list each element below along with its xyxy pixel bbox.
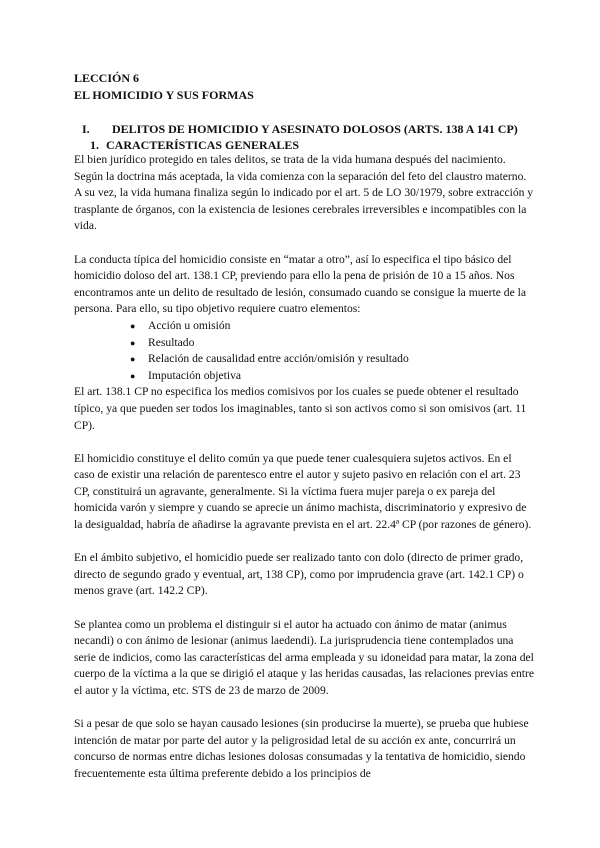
paragraph-concurrence: Si a pesar de que solo se hayan causado lesiones (sin producirse la muerte), se prueba que hubiese intención de matar por parte del autor y la peligrosidad letal de su acción ex ante, concurrirá un concurso de normas entre dichas lesiones dolosas consumadas y la tentativa de homicidio, siendo frecuentemente esta última preferente debido a los principios de [74,717,529,780]
body-text [74,152,534,799]
paragraph-means: El art. 138.1 CP no especifica los medios comisivos por los cuales se puede obtener el resultado típico, ya que pueden ser todos los imaginables, tanto si son activos como si son omisivos (art. 11 CP). [74,385,527,432]
subsection-title: CARACTERÍSTICAS GENERALES [106,138,300,152]
paragraph-subjective: En el ámbito subjetivo, el homicidio puede ser realizado tanto con dolo (directo de primer grado, directo de segundo grado y eventual, art, 138 CP), como por imprudencia grave (art. 142.1 CP) o menos grave (art. 142.2 CP). [74,551,524,598]
lesson-number: LECCIÓN 6 [74,71,140,85]
lesson-heading [74,70,254,104]
paragraph-animus: Se plantea como un problema el distinguir si el autor ha actuado con ánimo de matar (animus necandi) o con ánimo de lesionar (animus laedendi). La jurisprudencia tiene contemplados una serie de indicios, como las características del arma empleada y su idoneidad para matar, la zona del cuerpo de la víctima a la que se dirigió el ataque y las heridas causadas, las relaciones previas entre el autor y la víctima, etc. STS de 23 de marzo de 2009. [74,617,535,697]
subsection-heading [90,137,299,153]
section-title: DELITOS DE HOMICIDIO Y ASESINATO DOLOSOS (ARTS. 138 A 141 CP) [112,122,518,136]
subsection-numeral: 1. [90,138,99,152]
paragraph-legal-good: El bien jurídico protegido en tales delitos, se trata de la vida humana después del nacimiento. Según la doctrina más aceptada, la vida comienza con la separación del feto del claustro materno. A su vez, la vida humana finaliza según lo indicado por el art. 5 de LO 30/1979, sobre extracción y trasplante de órganos, con la existencia de lesiones cerebrales irreversibles e incompatibles con la vida. [74,153,534,233]
lesson-subtitle: EL HOMICIDIO Y SUS FORMAS [74,88,254,102]
list-item: ● Relación de causalidad entre acción/omisión y resultado [130,351,534,368]
elements-list [74,318,534,384]
list-item: ● Resultado [130,335,534,352]
paragraph-typical-conduct: La conducta típica del homicidio consiste en “matar a otro”, así lo especifica el tipo básico del homicidio doloso del art. 138.1 CP, previendo para ello la pena de prisión de 10 a 15 años. Nos encontramos ante un delito de resultado de lesión, consumado cuando se consigue la muerte de la persona. Para ello, su tipo objetivo requiere cuatro elementos: [74,252,527,316]
section-heading [74,121,554,137]
paragraph-common-crime: El homicidio constituye el delito común ya que puede tener cualesquiera sujetos activos. En el caso de existir una relación de parentesco entre el autor y sujeto pasivo en relación con el art. 23 CP, constituirá un agravante, generalmente. Si la víctima fuera mujer pareja o ex pareja del homicida varón y siempre y cuando se aprecie un ánimo machista, discriminatorio y expresivo de la desigualdad, habría de añadirse la agravante prevista en el art. 22.4ª CP (por razones de género). [74,451,532,532]
section-numeral: I. [82,122,90,136]
list-item: ● Imputación objetiva [130,368,534,385]
list-item: ● Acción u omisión [130,318,534,335]
